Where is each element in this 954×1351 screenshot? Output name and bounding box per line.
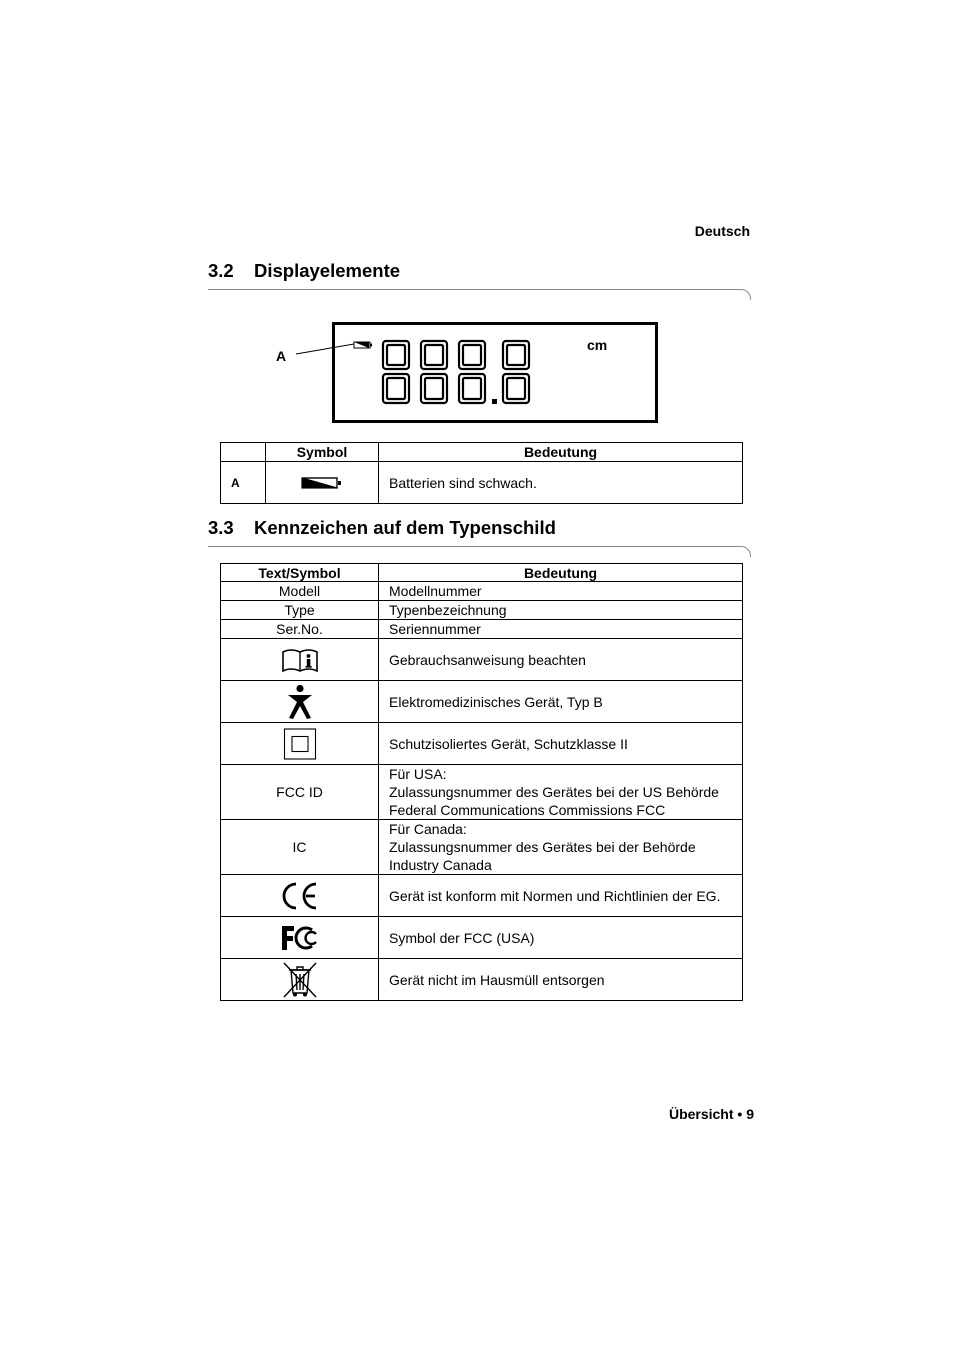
lcd-display bbox=[332, 322, 658, 423]
table-row bbox=[221, 875, 743, 917]
text-cell: FCC ID bbox=[221, 765, 379, 820]
meaning-line: Zulassungsnummer des Gerätes bei der Behörde bbox=[389, 839, 696, 855]
table-row bbox=[221, 582, 743, 601]
table-row bbox=[221, 681, 743, 723]
table-row bbox=[221, 959, 743, 1001]
table-row bbox=[221, 723, 743, 765]
meaning-cell: Elektromedizinisches Gerät, Typ B bbox=[379, 681, 743, 723]
table-header-cell bbox=[221, 443, 266, 462]
section-rule bbox=[208, 289, 742, 290]
lcd-battery-segment-icon bbox=[353, 340, 375, 350]
type-plate-table bbox=[220, 563, 743, 1001]
symbol-cell bbox=[221, 875, 379, 917]
text-cell: IC bbox=[221, 820, 379, 875]
meaning-cell: Symbol der FCC (USA) bbox=[379, 917, 743, 959]
table-row bbox=[221, 462, 743, 504]
page-footer: Übersicht • 9 bbox=[668, 1106, 754, 1122]
table-row bbox=[221, 601, 743, 620]
text-cell: Modell bbox=[221, 582, 379, 601]
section-rule-hook bbox=[740, 289, 751, 300]
table-header-cell: Bedeutung bbox=[379, 564, 743, 582]
language-label: Deutsch bbox=[694, 223, 750, 239]
meaning-cell: Gebrauchsanweisung beachten bbox=[379, 639, 743, 681]
section-heading-displayelemente bbox=[208, 260, 400, 282]
text-cell: Type bbox=[221, 601, 379, 620]
fcc-logo-icon bbox=[280, 924, 320, 952]
low-battery-icon bbox=[300, 475, 344, 491]
table-row bbox=[221, 820, 743, 875]
meaning-cell: Modellnummer bbox=[379, 582, 743, 601]
table-header-row bbox=[221, 564, 743, 582]
meaning-line: Federal Communications Commissions FCC bbox=[389, 802, 666, 818]
row-label: A bbox=[221, 462, 266, 504]
lcd-unit-label: cm bbox=[587, 337, 608, 353]
symbol-cell bbox=[221, 959, 379, 1001]
section-number: 3.3 bbox=[208, 517, 234, 538]
instruction-manual-icon bbox=[281, 646, 319, 674]
table-header-cell: Symbol bbox=[266, 443, 379, 462]
section-title: Displayelemente bbox=[254, 260, 401, 281]
meaning-cell: Batterien sind schwach. bbox=[379, 462, 743, 504]
meaning-line: Für USA: bbox=[389, 766, 447, 782]
meaning-cell: Gerät nicht im Hausmüll entsorgen bbox=[379, 959, 743, 1001]
table-row bbox=[221, 620, 743, 639]
section-title: Kennzeichen auf dem Typenschild bbox=[254, 517, 556, 538]
lcd-digits-icon bbox=[379, 337, 539, 409]
meaning-line: Zulassungsnummer des Gerätes bei der US Behörde bbox=[389, 784, 719, 800]
symbol-cell bbox=[221, 917, 379, 959]
meaning-line: Industry Canada bbox=[389, 857, 492, 873]
meaning-cell: Typenbezeichnung bbox=[379, 601, 743, 620]
crossed-bin-icon bbox=[282, 961, 318, 999]
table-header-cell: Text/Symbol bbox=[221, 564, 379, 582]
section-rule-hook bbox=[740, 546, 751, 557]
section-heading-kennzeichen bbox=[208, 517, 556, 539]
text-cell: Ser.No. bbox=[221, 620, 379, 639]
ce-mark-icon bbox=[280, 881, 320, 911]
meaning-cell: Gerät ist konform mit Normen und Richtlinien der EG. bbox=[379, 875, 743, 917]
table-row bbox=[221, 917, 743, 959]
symbol-cell bbox=[221, 639, 379, 681]
symbol-cell bbox=[221, 681, 379, 723]
meaning-cell bbox=[379, 820, 743, 875]
symbol-cell bbox=[266, 462, 379, 504]
class-ii-double-square-icon bbox=[283, 728, 317, 760]
table-row bbox=[221, 639, 743, 681]
display-symbols-table bbox=[220, 442, 743, 504]
table-header-cell: Bedeutung bbox=[379, 443, 743, 462]
meaning-cell: Schutzisoliertes Gerät, Schutzklasse II bbox=[379, 723, 743, 765]
meaning-cell bbox=[379, 765, 743, 820]
section-number: 3.2 bbox=[208, 260, 234, 281]
display-callout-label: A bbox=[276, 348, 287, 364]
section-rule bbox=[208, 546, 742, 547]
table-header-row bbox=[221, 443, 743, 462]
type-b-applied-part-icon bbox=[285, 684, 315, 720]
table-row bbox=[221, 765, 743, 820]
symbol-cell bbox=[221, 723, 379, 765]
meaning-line: Für Canada: bbox=[389, 821, 467, 837]
meaning-cell: Seriennummer bbox=[379, 620, 743, 639]
